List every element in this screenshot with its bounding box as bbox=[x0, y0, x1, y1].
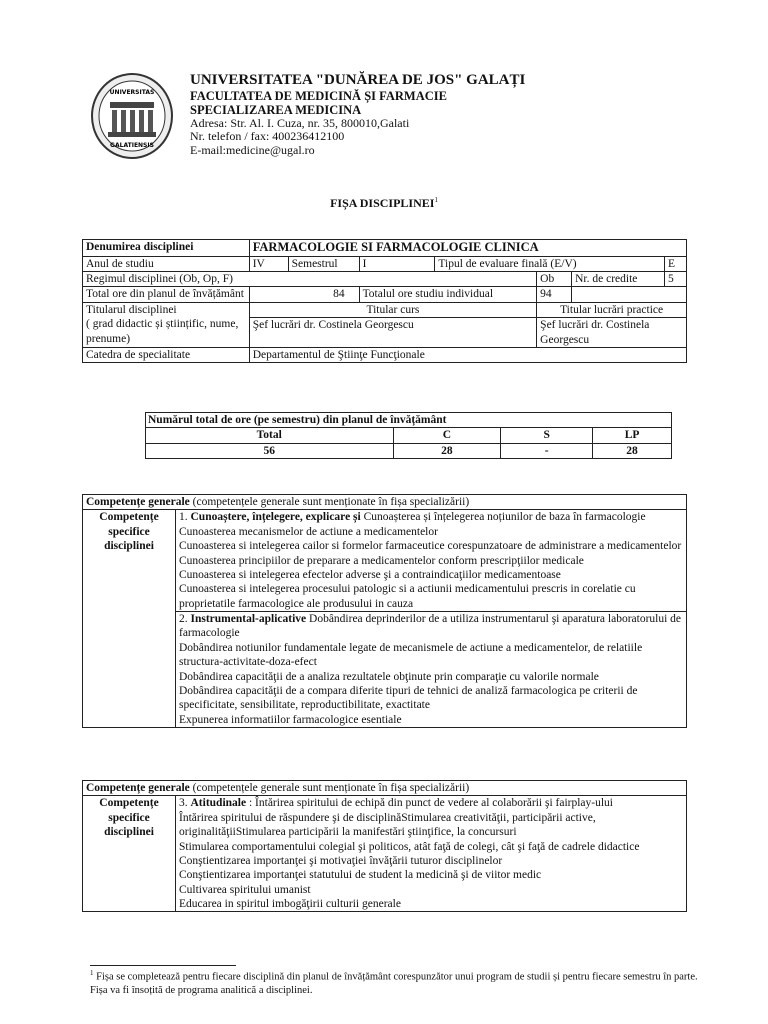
total-ore-value: 84 bbox=[249, 287, 359, 302]
faculty-name: FACULTATEA DE MEDICINĂ ȘI FARMACIE bbox=[190, 88, 447, 103]
anul-value: IV bbox=[249, 256, 288, 271]
phone: Nr. telefon / fax: 400236412100 bbox=[190, 129, 345, 144]
svg-text:GALATIENSIS: GALATIENSIS bbox=[110, 142, 154, 149]
hours-table bbox=[145, 412, 672, 459]
denumire-label: Denumirea disciplinei bbox=[83, 240, 250, 257]
document-title: FIȘA DISCIPLINEI$^1$ bbox=[330, 196, 438, 210]
individual-value: 94 bbox=[537, 287, 572, 302]
list-item: Conştientizarea importanţei şi motivaţiei învăţării tuturor disciplinelor bbox=[179, 854, 503, 867]
hours-header-total: Total bbox=[146, 428, 394, 443]
hours-header-lp: LP bbox=[593, 428, 672, 443]
hours-value-lp: 28 bbox=[593, 443, 672, 458]
list-item: Cunoasterea mecanismelor de actiune a medicamentelor bbox=[179, 525, 438, 538]
individual-empty bbox=[572, 287, 687, 302]
regim-value: Ob bbox=[537, 272, 572, 287]
curs-value: Şef lucrări dr. Costinela Georgescu bbox=[249, 318, 536, 348]
credite-value: 5 bbox=[664, 272, 686, 287]
evaluare-value: E bbox=[664, 256, 686, 271]
institution-header bbox=[190, 72, 525, 157]
evaluare-label: Tipul de evaluare finală (E/V) bbox=[435, 256, 665, 271]
semestrul-label: Semestrul bbox=[288, 256, 359, 271]
email: E-mail:medicine@ugal.ro bbox=[190, 142, 315, 157]
comp1-header: Competențe generale (competențele generale sunt menționate în fișa specializării) bbox=[83, 495, 687, 510]
list-item: Educarea in spiritul imbogăţirii culturii generale bbox=[179, 898, 401, 910]
comp2-header: Competențe generale (competențele generale sunt menționate în fișa specializării) bbox=[83, 781, 687, 796]
comp1-specific-label: Competențe specifice disciplinei bbox=[83, 510, 176, 728]
list-item: Dobândirea notiunilor fundamentale legate de mecanismele de actiune a medicamentelor, de relatiile structura-activitate-doza-efect bbox=[179, 641, 643, 669]
catedra-label: Catedra de specialitate bbox=[83, 347, 250, 362]
lp-header: Titular lucrări practice bbox=[537, 302, 687, 317]
competences-table-2 bbox=[82, 780, 687, 912]
regim-label: Regimul disciplinei (Ob, Op, F) bbox=[83, 272, 537, 287]
comp2-block-3: 3. Atitudinale : Întărirea spiritului de echipă din punct de vedere al colaborării şi fairplay-ului Întărirea spiritului de răspundere şi de disciplinăStimularea creativităţii, participării active, originalităţiiStimularea participării la manifestări ştiinţifice, la concursuri Stimularea comportamentului colegial şi politicos, atât faţă de colegi, cât şi faţă de cadrele didactice Conştientizarea importanţei şi motivaţiei învăţării tuturor disciplinelor Conştientizarea importanţei statutului de student la medicină şi de viitor medic Cultivarea spiritului umanist Educarea in spiritul imbogăţirii culturii generale bbox=[176, 796, 687, 912]
list-item: Întărirea spiritului de răspundere şi de disciplinăStimularea creativităţii, participării active, originalităţiiStimularea participării la manifestări ştiinţifice, la concursuri bbox=[179, 811, 596, 839]
discipline-info-table bbox=[82, 239, 687, 363]
hours-header-c: C bbox=[393, 428, 501, 443]
list-item: Cunoasterea si intelegerea cailor si formelor farmaceutice corespunzatoare de administrare a medicamentelor bbox=[179, 540, 682, 553]
titular-label: Titularul disciplinei ( grad didactic și științific, nume, prenume) bbox=[83, 302, 250, 347]
catedra-value: Departamentul de Ştiinţe Funcţionale bbox=[249, 347, 686, 362]
hours-value-total: 56 bbox=[146, 443, 394, 458]
specialization: SPECIALIZAREA MEDICINA bbox=[190, 102, 362, 117]
curs-header: Titular curs bbox=[249, 302, 536, 317]
anul-label: Anul de studiu bbox=[83, 256, 250, 271]
competences-table-1 bbox=[82, 494, 687, 728]
semestrul-value: I bbox=[359, 256, 435, 271]
list-item: Dobândirea capacităţii de a compara diferite tipuri de tehnici de analiză farmacologica pe criterii de specificitate, sensibilitate, reproductibilitate, exactitate bbox=[179, 684, 638, 712]
address: Adresa: Str. Al. I. Cuza, nr. 35, 800010,Galati bbox=[190, 115, 410, 130]
university-seal-logo bbox=[90, 72, 174, 160]
footnote: $^1$ Fișa se completează pentru fiecare disciplină din planul de învățământ corespunzător unui program de studii și pentru fiecare semestru în parte. Fișa va fi însoțită de programa analitică a disciplinei. bbox=[90, 969, 698, 997]
list-item: Cunoasterea si intelegerea efectelor adverse şi a contraindicaţiilor medicamentoase bbox=[179, 568, 561, 581]
comp1-block-1: 1. Cunoaștere, înțelegere, explicare și Cunoașterea și înțelegerea noțiunilor de baza în farmacologie Cunoasterea mecanismelor de actiune a medicamentelor Cunoasterea si intelegerea cailor si formelor farmaceutice corespunzatoare de administrare a medicamentelor Cunoasterea principiilor de preparare a medicamentelor conform prescripţiilor medicale Cunoasterea si intelegerea efectelor adverse şi a contraindicaţiilor medicamentoase Cunoasterea si intelegerea procesului patologic si a actiunii medicamentului prescris in corelatie cu proprietatile farmacologice ale produsului in cauza bbox=[176, 510, 687, 612]
hours-header-s: S bbox=[501, 428, 593, 443]
svg-text:UNIVERSITAS: UNIVERSITAS bbox=[109, 89, 155, 96]
individual-label: Totalul ore studiu individual bbox=[359, 287, 537, 302]
comp2-specific-label: Competențe specifice disciplinei bbox=[83, 796, 176, 912]
university-name: UNIVERSITATEA "DUNĂREA DE JOS" GALAȚI bbox=[190, 72, 526, 88]
list-item: Cunoasterea principiilor de preparare a medicamentelor conform prescripţiilor medicale bbox=[179, 554, 584, 567]
list-item: Expunerea informatiilor farmacologice esentiale bbox=[179, 713, 402, 726]
credite-label: Nr. de credite bbox=[572, 272, 665, 287]
footnote-separator bbox=[90, 965, 236, 966]
list-item: Stimularea comportamentului colegial şi politicos, atât faţă de colegi, cât şi faţă de cadrele didactice bbox=[179, 840, 640, 853]
list-item: Cultivarea spiritului umanist bbox=[179, 883, 311, 896]
hours-title: Numărul total de ore (pe semestru) din planul de învățământ bbox=[146, 413, 672, 428]
hours-value-s: - bbox=[501, 443, 593, 458]
hours-value-c: 28 bbox=[393, 443, 501, 458]
total-ore-label: Total ore din planul de învățământ bbox=[83, 287, 250, 302]
list-item: Dobândirea capacităţii de a analiza rezultatele obţinute prin comparaţie cu valorile normale bbox=[179, 670, 599, 683]
comp1-block-2: 2. Instrumental-aplicative Dobândirea deprinderilor de a utiliza instrumentarul şi aparatura laboratorului de farmacologie Dobândirea notiunilor fundamentale legate de mecanismele de actiune a medicamentelor, de relatiile structura-activitate-doza-efect Dobândirea capacităţii de a analiza rezultatele obţinute prin comparaţie cu valorile normale Dobândirea capacităţii de a compara diferite tipuri de tehnici de analiză farmacologica pe criterii de specificitate, sensibilitate, reproductibilitate, exactitate Expunerea informatiilor farmacologice esentiale bbox=[176, 612, 687, 728]
denumire-value: FARMACOLOGIE SI FARMACOLOGIE CLINICA bbox=[249, 240, 686, 257]
list-item: Conştientizarea importanţei statutului de student la medicină şi de viitor medic bbox=[179, 869, 542, 882]
lp-value: Şef lucrări dr. Costinela Georgescu bbox=[537, 318, 687, 348]
list-item: Cunoasterea si intelegerea procesului patologic si a actiunii medicamentului prescris in corelatie cu proprietatile farmacologice ale produsului in cauza bbox=[179, 583, 636, 610]
